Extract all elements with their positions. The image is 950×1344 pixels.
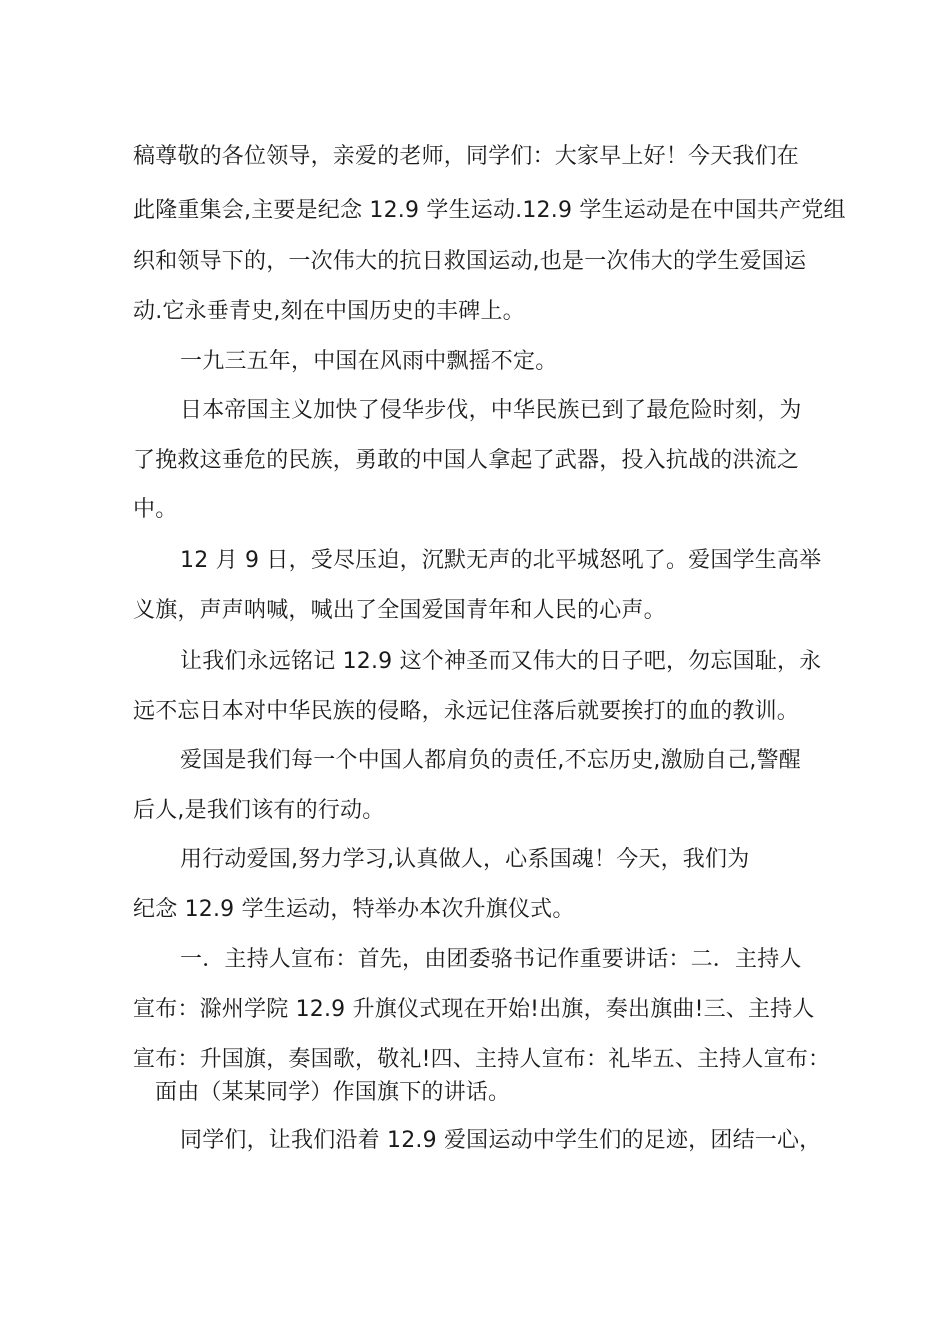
text-line: 后人,是我们该有的行动。 — [133, 798, 385, 823]
text-line: 义旗，声声呐喊，喊出了全国爱国青年和人民的心声。 — [133, 598, 666, 623]
text-line: 远不忘日本对中华民族的侵略，永远记住落后就要挨打的血的教训。 — [133, 699, 800, 724]
text-line: 用行动爱国,努力学习,认真做人，心系国魂！今天，我们为 — [180, 847, 750, 872]
text-line: 织和领导下的，一次伟大的抗日救国运动,也是一次伟大的学生爱国运 — [133, 249, 807, 274]
text-line: 一．主持人宣布：首先，由团委骆书记作重要讲话：二．主持人 — [180, 947, 802, 972]
text-line: 面由（某某同学）作国旗下的讲话。 — [155, 1080, 511, 1105]
text-line: 让我们永远铭记 12.9 这个神圣而又伟大的日子吧，勿忘国耻，永 — [180, 649, 822, 674]
text-line: 动.它永垂青史,刻在中国历史的丰碑上。 — [133, 299, 525, 324]
text-line: 爱国是我们每一个中国人都肩负的责任,不忘历史,激励自己,警醒 — [180, 748, 801, 773]
text-line: 中。 — [133, 497, 178, 522]
text-line: 同学们，让我们沿着 12.9 爱国运动中学生们的足迹，团结一心， — [180, 1128, 822, 1153]
text-line: 纪念 12.9 学生运动，特举办本次升旗仪式。 — [133, 897, 575, 922]
text-line: 一九三五年，中国在风雨中飘摇不定。 — [180, 349, 558, 374]
text-line: 日本帝国主义加快了侵华步伐，中华民族已到了最危险时刻，为 — [180, 398, 802, 423]
text-line: 宣布：滁州学院 12.9 升旗仪式现在开始!出旗，奏出旗曲!三、主持人 — [133, 997, 815, 1022]
text-line: 了挽救这垂危的民族，勇敢的中国人拿起了武器，投入抗战的洪流之 — [133, 448, 800, 473]
text-line: 宣布：升国旗，奏国歌，敬礼!四、主持人宣布：礼毕五、主持人宣布： — [133, 1047, 831, 1072]
text-line: 12 月 9 日，受尽压迫，沉默无声的北平城怒吼了。爱国学生高举 — [180, 548, 822, 573]
text-line: 此隆重集会,主要是纪念 12.9 学生运动.12.9 学生运动是在中国共产党组 — [133, 198, 846, 223]
text-line: 稿尊敬的各位领导，亲爱的老师，同学们：大家早上好！今天我们在 — [133, 144, 800, 169]
